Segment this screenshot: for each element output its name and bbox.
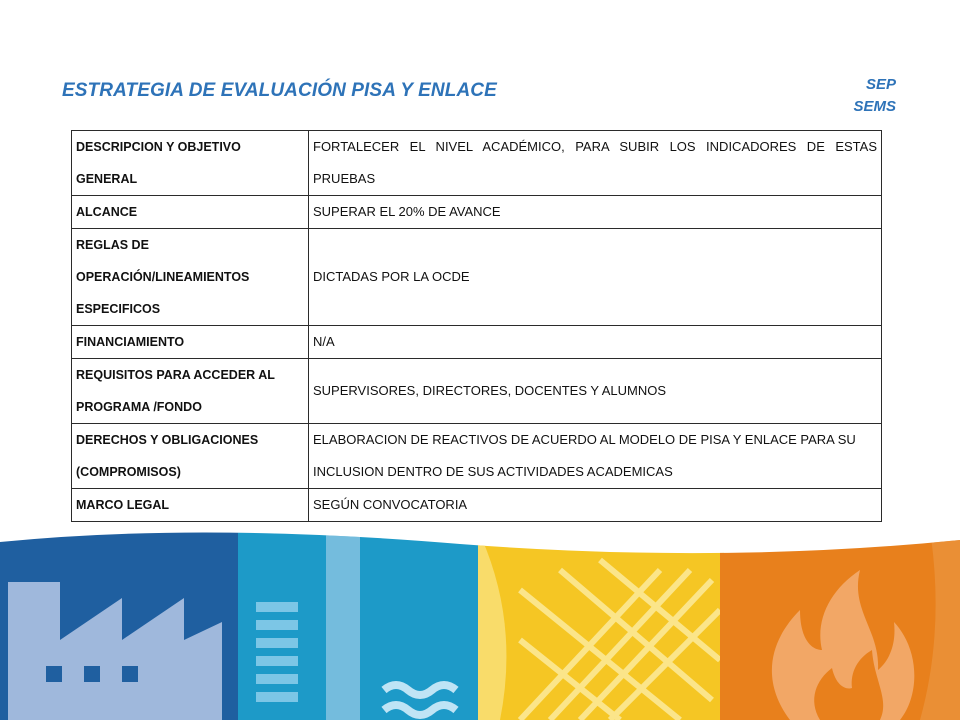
table-row xyxy=(72,424,882,489)
row-value: SUPERVISORES, DIRECTORES, DOCENTES Y ALUMNOS xyxy=(309,359,882,424)
row-value: SEGÚN CONVOCATORIA xyxy=(309,489,882,522)
table-row xyxy=(72,196,882,229)
strategy-table xyxy=(71,130,882,522)
row-label: FINANCIAMIENTO xyxy=(72,326,309,359)
row-label: MARCO LEGAL xyxy=(72,489,309,522)
panel-yellow xyxy=(478,530,724,720)
row-label: ALCANCE xyxy=(72,196,309,229)
row-label: DERECHOS Y OBLIGACIONES (COMPROMISOS) xyxy=(72,424,309,489)
row-value: N/A xyxy=(309,326,882,359)
table-row xyxy=(72,489,882,522)
row-value: SUPERAR EL 20% DE AVANCE xyxy=(309,196,882,229)
table-row xyxy=(72,131,882,196)
organization-label xyxy=(853,74,896,118)
row-value: FORTALECER EL NIVEL ACADÉMICO, PARA SUBIR LOS INDICADORES DE ESTAS PRUEBAS xyxy=(309,131,882,196)
row-label: DESCRIPCION Y OBJETIVO GENERAL xyxy=(72,131,309,196)
org-sems: SEMS xyxy=(853,98,896,115)
row-label: REQUISITOS PARA ACCEDER AL PROGRAMA /FONDO xyxy=(72,359,309,424)
row-label: REGLAS DE OPERACIÓN/LINEAMIENTOS ESPECIFICOS xyxy=(72,229,309,326)
table-row xyxy=(72,229,882,326)
row-value: DICTADAS POR LA OCDE xyxy=(309,229,882,326)
page-title: ESTRATEGIA DE EVALUACIÓN PISA Y ENLACE xyxy=(62,80,497,101)
table-row xyxy=(72,326,882,359)
decorative-banner xyxy=(0,530,960,720)
org-sep: SEP xyxy=(865,76,896,93)
row-value: ELABORACION DE REACTIVOS DE ACUERDO AL MODELO DE PISA Y ENLACE PARA SU INCLUSION DENTRO DE SUS ACTIVIDADES ACADEMICAS xyxy=(309,424,882,489)
table-row xyxy=(72,359,882,424)
